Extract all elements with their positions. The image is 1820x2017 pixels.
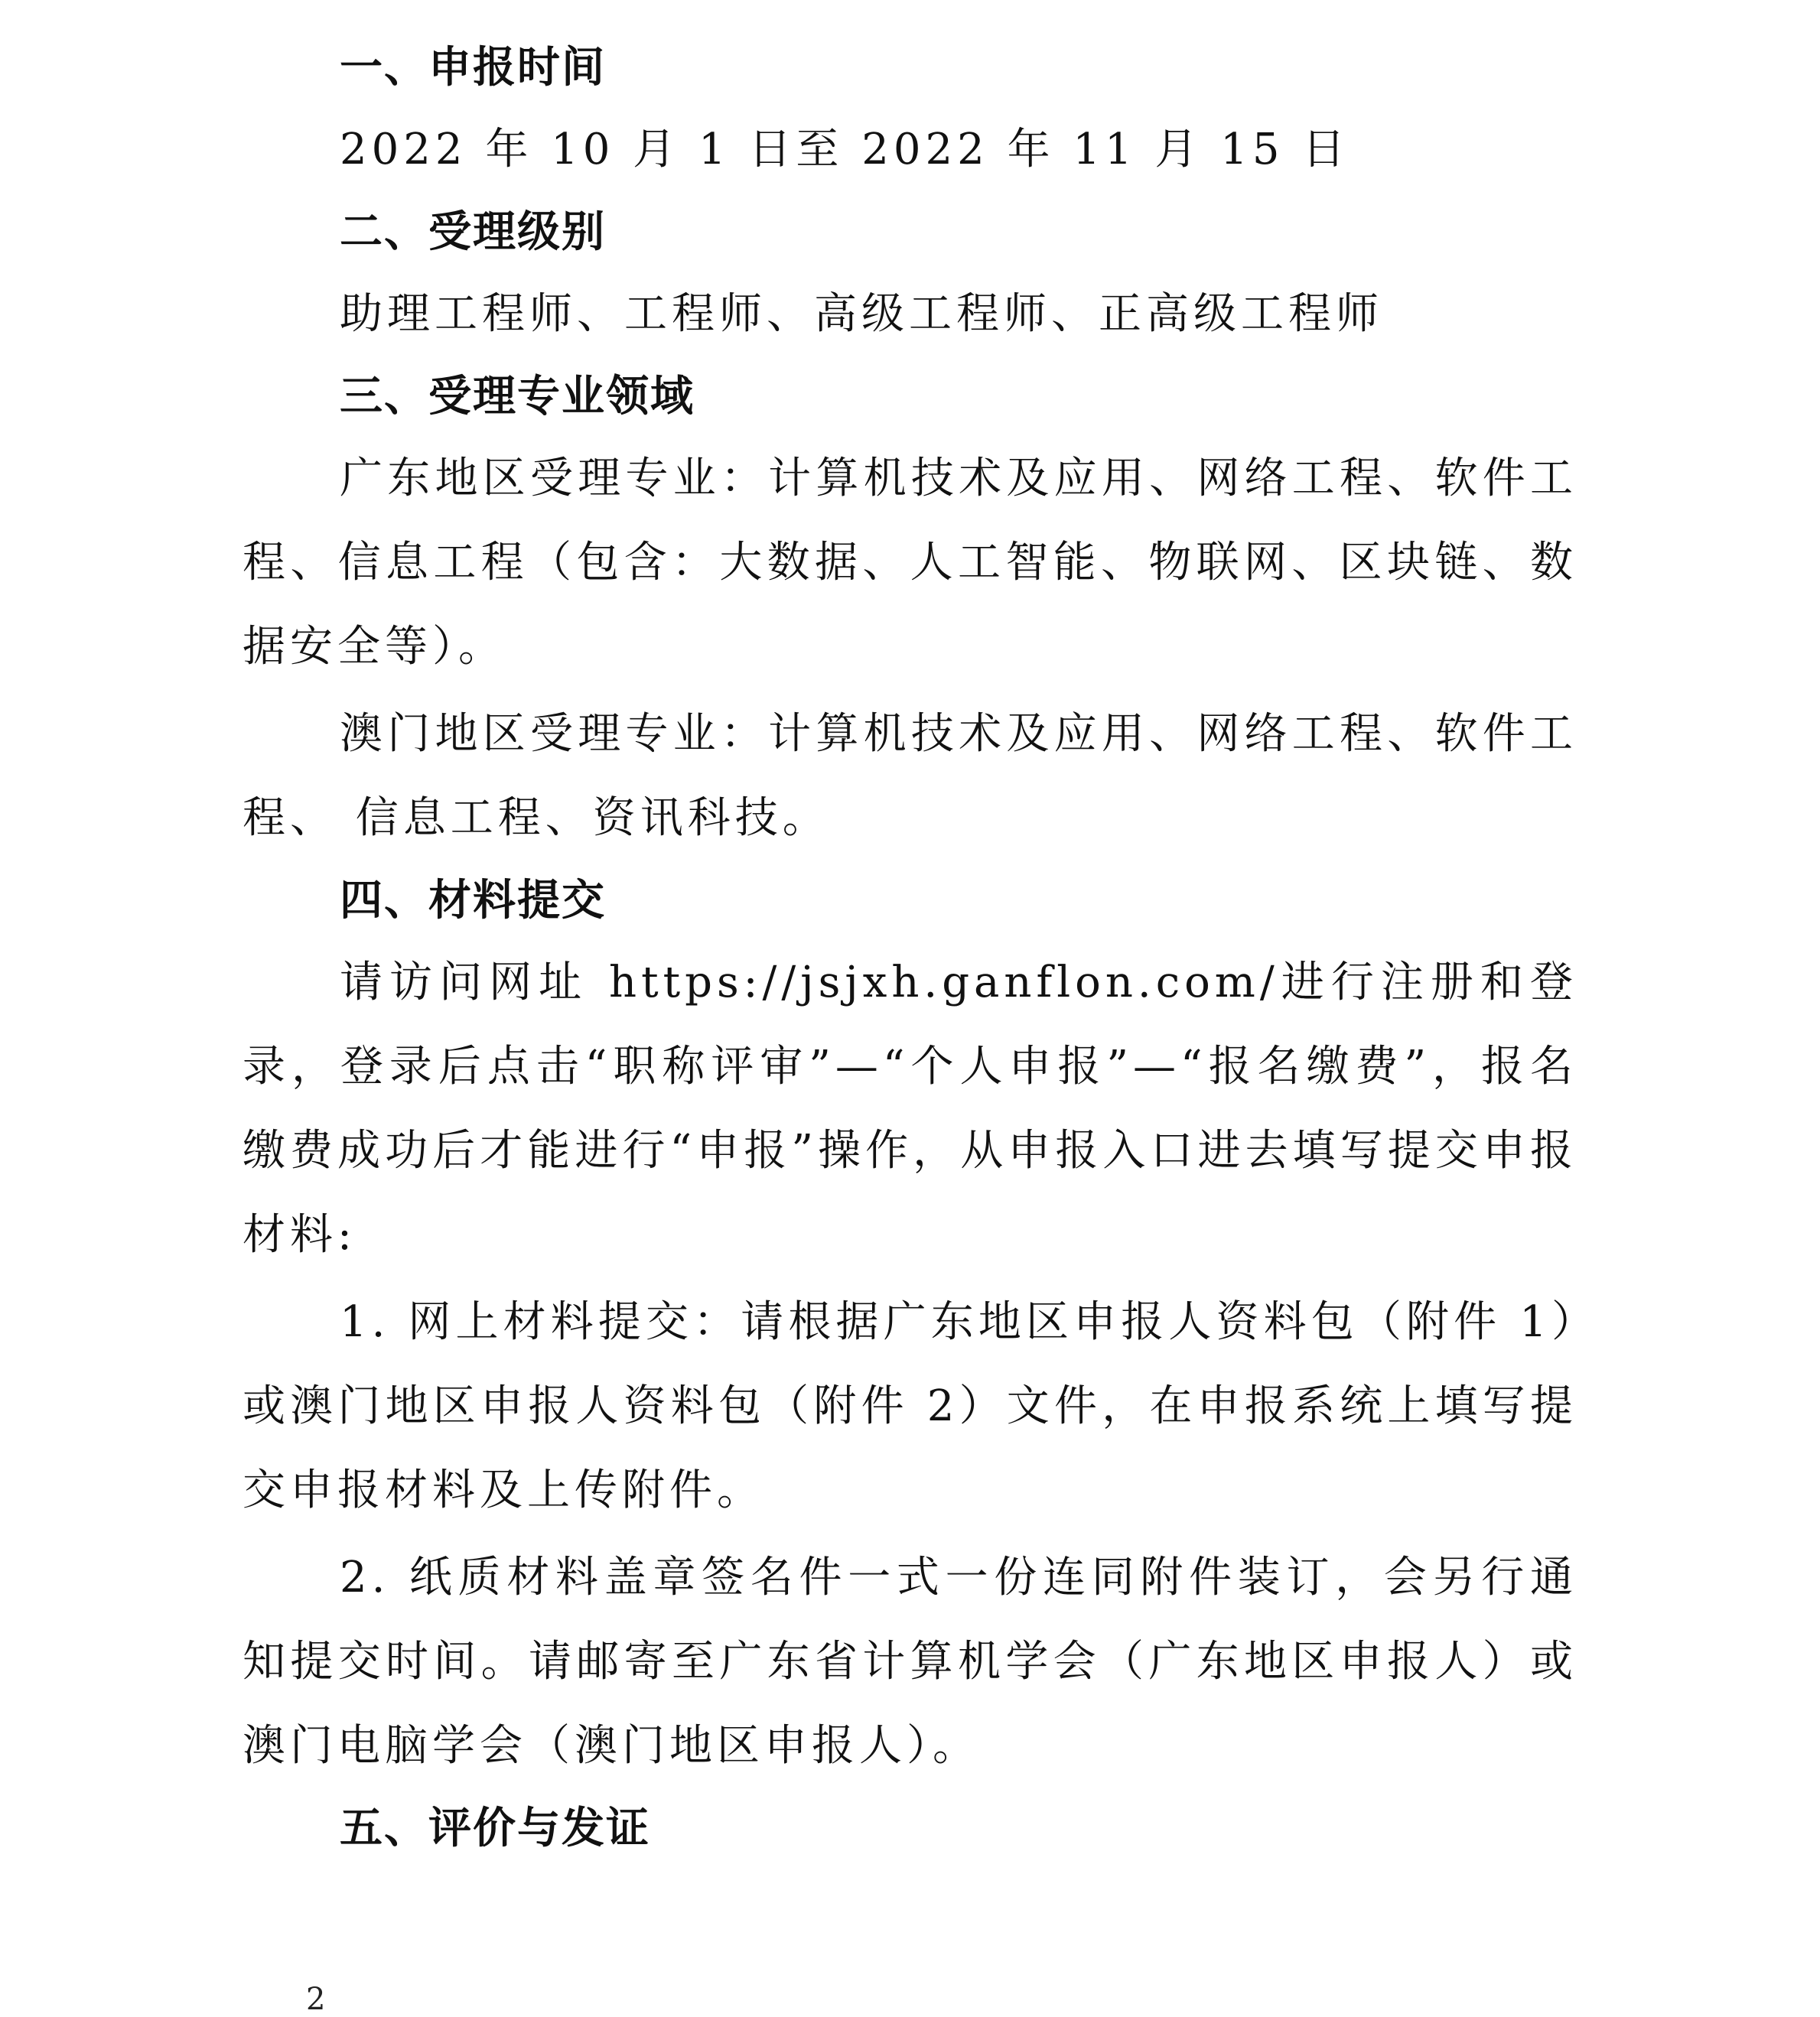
section-heading-accepted-fields: 三、受理专业领域 [340, 372, 695, 421]
section-heading-accepted-levels: 二、受理级别 [340, 207, 606, 257]
online-submission-item: 1. 网上材料提交：请根据广东地区申报人资料包（附件 1）或澳门地区申报人资料包（附件 2）文件，在申报系统上填写提交申报材料及上传附件。 [243, 1297, 1577, 1515]
page-number: 2 [306, 1982, 326, 2017]
section-heading-application-time: 一、申报时间 [340, 43, 606, 93]
document-body [243, 28, 1577, 1869]
accepted-levels: 助理工程师、工程师、高级工程师、正高级工程师 [340, 289, 1383, 339]
submission-instructions: 请访问网址 https://jsjxh.ganflon.com/进行注册和登录，登录后点击“职称评审”—“个人申报”—“报名缴费”，报名缴费成功后才能进行“申报”操作，从申报入口进去填写提交申报材料: [243, 958, 1577, 1260]
section-heading-evaluation-certification: 五、评价与发证 [340, 1804, 650, 1853]
macau-accepted-fields: 澳门地区受理专业：计算机技术及应用、网络工程、软件工程、 信息工程、资讯科技。 [243, 709, 1577, 843]
application-period: 2022 年 10 月 1 日至 2022 年 11 月 15 日 [340, 125, 1350, 174]
paper-submission-item: 2. 纸质材料盖章签名件一式一份连同附件装订，会另行通知提交时间。请邮寄至广东省计算机学会（广东地区申报人）或澳门电脑学会（澳门地区申报人）。 [243, 1553, 1577, 1771]
guangdong-accepted-fields: 广东地区受理专业：计算机技术及应用、网络工程、软件工程、信息工程（包含：大数据、人工智能、物联网、区块链、数据安全等）。 [243, 454, 1577, 672]
section-heading-material-submission: 四、材料提交 [340, 876, 606, 926]
